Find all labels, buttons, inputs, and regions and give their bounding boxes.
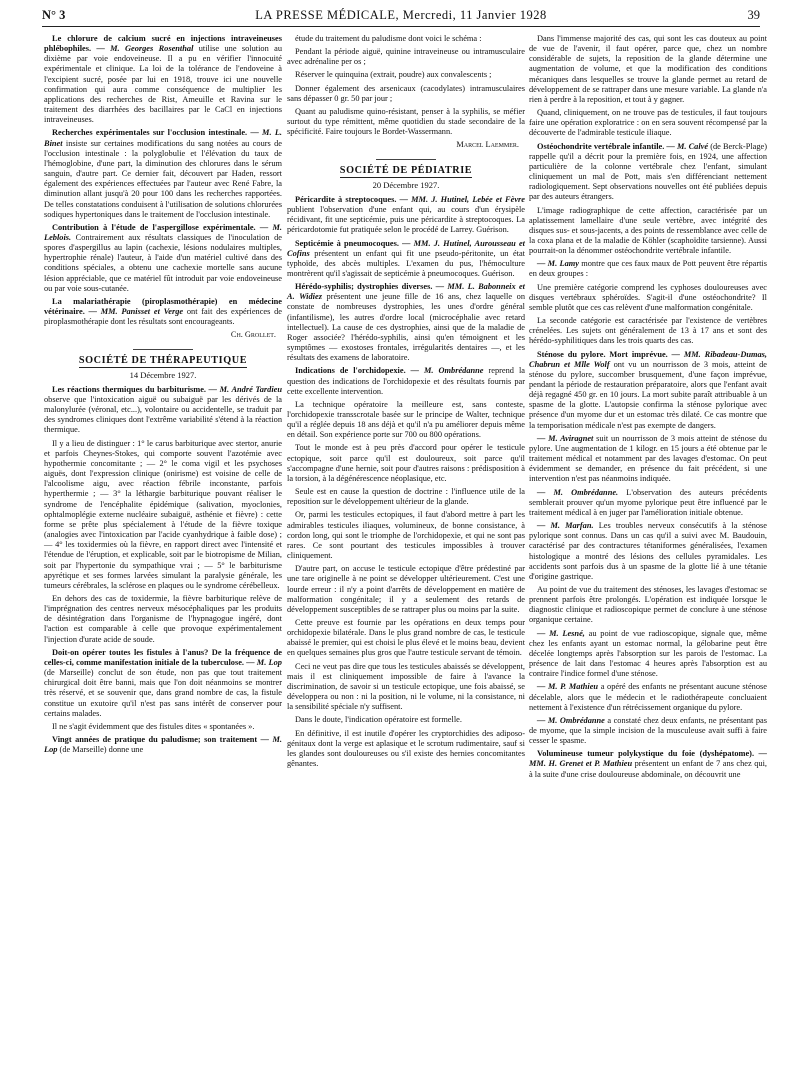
abstract-pericardite: Péricardite à streptocoques. — MM. J. Hutinel, Lebée et Fèvre publient l'observation d'une enfant qui, au cours d'un érysipèle récidivant, fit une septicémie, puis une péricardite à streptocoques. La péricardotomie fut pratiquée selon le procédé de Larrey. Guérison. [287,194,525,235]
paragraph: Il ne s'agit évidemment que des fistules dites « spontanées ». [52,721,255,731]
section-heading-therapeutique: SOCIÉTÉ DE THÉRAPEUTIQUE [78,354,248,366]
abstract-fistules: Doit-on opérer toutes les fistules à l'anus? De la fréquence de celles-ci, comme manifestation initiale de la tuberculose. — M. Lop (de Marseille) conclut de son étude, non pas que tout traitement chirurgical doit être banni, mais que l'on doit néanmoins se montrer très réservé, et se souvenir que, dans grand nombre de cas, la fistule constitue un exutoire qu'il n'est pas sans intérêt de conserver pour certains malades. [44,647,282,718]
comment-lamy: — M. Lamy montre que ces faux maux de Pott peuvent être répartis en deux groupes : [529,259,767,279]
paragraph: Quand, cliniquement, on ne trouve pas de testicules, il faut toujours faire une opération exploratrice : on en sera souvent récompensé par la découverte de l'admirable testicule iliaque. [529,108,767,138]
issue-number: N° 3 [42,8,66,22]
abstract-malariatherapie: La malariathérapie (piroplasmothérapie) en médecine vétérinaire. — MM. Panisset et Verge ont fait des expériences de piroplasmothérapie dont les résultats sont encourageants. [44,296,282,327]
comment-lesne: — M. Lesné, au point de vue radioscopique, signale que, même chez les enfants ayant un estomac normal, la gélobarine peut être décelée longtemps après l'absorption sur les parois de l'estomac. La présence de lait dans l'estomac 4 heures après l'absorption est au contraire l'indice formel d'une sténose. [529,628,768,679]
page-header [42,6,760,27]
paragraph: étude du traitement du paludisme dont voici le schéma : [295,34,482,43]
paragraph: Réserver le quinquina (extrait, poudre) aux convalescents ; [295,70,492,80]
paragraph: La seconde catégorie est caractérisée par l'existence de vertèbres crénelées. Les sujets ont généralement de 13 à 17 ans et sont des hérédo-syphilitiques dans les trois quarts des cas. [529,316,767,346]
divider [376,159,436,160]
paragraph: La technique opératoire la meilleure est, sans conteste, l'orchidopexie transscrotale basée sur le principe de Walter, technique qu'il a réglée depuis 18 ans déjà et qu'il n'a pu améliorer depuis même en détail. Son expérience porte sur 700 ou 800 opérations. [287,399,525,440]
abstract-occlusion: Recherches expérimentales sur l'occlusion intestinale. — M. L. Binet insiste sur certaines modifications du sang notées au cours de l'occlusion intestinale : la polyglobulie et l'élévation du taux de l'hémoglobine, d'une part, la diminution des chlorures dans le sérum sanguin, d'autre part. Ce dernier fait, découvert par Haden, ressort également des expériences effectuées par l'auteur avec René Fabre, la diminution allant jusqu'à 20 pour 100 dans les recherches rapportées. De telles constatations conduisent à l'utilisation de solutions chlorurées sodiques hypertoniques dans le traitement de l'occlusion intestinale. [44,128,283,219]
paragraph: Au point de vue du traitement des sténoses, les lavages d'estomac se prennent parfois être prolongés. L'opération est indiquée lorsque le diagnostic clinique et radioscopique permet de conclure à une sténose organique certaine. [529,584,767,625]
paragraph: Il y a lieu de distinguer : 1° le carus barbiturique avec stertor, anurie et parfois Cheynes-Stokes, qui comporte souvent l'azotémie avec hypothermie concomitante ; — 2° le coma vigil et les psychoses aiguës, dont l'expression clinique (onirisme) est voisine de celle de l'alcoolisme aigu, avec réaction fébrile inconstante, parfois hyperthermie ; — 3° la léthargie barbiturique pouvant réaliser le syndrome de l'encéphalite épidémique (salivation, myoclonies, ophtalmoplégie externe nucléaire subaiguë, asthénie et fièvre) : cette forme se prête plus spécialement à l'étude de la fièvre toxique (analogies avec l'intoxication par l'acide cyanhydrique à faible dose) ; — 4° les toxidermies où la fièvre, en rapport direct avec l'intensité et l'étendue de l'éruption, et explicable, soit par le biotropisme de Milian, soit par l'hypertonie du sympathique vrai ; — 5° le barbiturisme apyrétique et ses formes larvées simulant la paralysie générale, les tumeurs cérébrales, la sclérose en plaques ou le syndrome cérébelleux. [44,438,282,590]
abstract-stenose-pylore: Sténose du pylore. Mort imprévue. — MM. Ribadeau-Dumas, Chabrun et Mlle Wolf ont vu un nourrisson de 3 mois, atteint de sténose du pylore, succomber brusquement, d'une façon imprévue, pendant la période de restauration préparatoire, alors que l'enfant avait déjà regagné 450 gr. en 10 jours. La mort subite paraît attribuable à un spasme de la glotte. L'autopsie confirma la sténose pylorique avec présence d'un myome dur et un estomac très dilaté. Ce cas montre que la temporisation médicale n'est pas exempte de dangers. [529,349,767,430]
paragraph: Seule est en cause la question de doctrine : l'influence utile de la reposition sur le développement ultérieur de la glande. [287,487,525,507]
journal-title: LA PRESSE MÉDICALE, Mercredi, 11 Janvier 1928 [255,8,547,22]
paragraph: Cette preuve est fournie par les opérations en deux temps pour orchidopexie bilatérale. Dans le plus grand nombre de cas, le testicule abaissé le premier, qui est choisi le plus élevé et le moins beau, devient en quelques semaines plus gros que l'autre testicule servant de témoin. [287,617,525,658]
abstract-heredo-syphilis: Hérédo-syphilis; dystrophies diverses. — MM. L. Babonneix et A. Widiez présentent une jeune fille de 16 ans, chez laquelle on constate de nombreuses dystrophies, les unes d'ordre général (infantilisme), les autres d'ordre local (microcéphalie avec retard intellectuel). La cause de ces dystrophies, ainsi que de la maladie de Roger associée? l'hérédo-syphilis, ainsi qu'en témoignent et les symptômes — exostoses frontales, irrégularités dentaires —, et les résultats des examens de laboratoire. [287,282,525,363]
signature-grollet: Ch. Grollet. [230,330,276,340]
section-heading-pediatrie: SOCIÉTÉ DE PÉDIATRIE [339,164,473,176]
section-date: 20 Décembre 1927. [372,179,440,190]
page-number: 39 [747,8,760,22]
paragraph: Tout le monde est à peu près d'accord pour opérer le testicule ectopique, soit parce qu'il est douloureux, soit parce qu'il s'accompagne d'une hernie, soit pour d'autres raisons : prédisposition à la torsion, à la dégénérescence néoplasique, etc. [287,443,525,483]
abstract-septicemie: Septicémie à pneumocoques. — MM. J. Hutinel, Aurousseau et Cofins présentent un enfant qui fit une pseudo-péritonite, un état typhoïde, des abcès multiples. L'examen du pus, l'hémoculture montrèrent qu'il s'agissait de septicémie à pneumocoques. Guérison. [287,238,525,278]
comment-aviragnet: — M. Aviragnet suit un nourrisson de 3 mois atteint de sténose du pylore. Une augmentation de 1 kilogr. en 15 jours a été obtenue par le traitement médical et notamment par des lavages d'estomac. On peut évidemment se demander, en présence du fait précédent, si une intervention n'est pas néanmoins indiquée. [529,433,767,484]
paragraph: Dans l'immense majorité des cas, qui sont les cas douteux au point de vue de l'avenir, il faut opérer, parce que, chez un nombre considérable de sujets, la reposition de la glande détermine une augmentation de volume, et que la modification des conditions mécaniques dans lesquelles se trouve la glande permet au retard de développement de se rattraper dans une mesure variable. La glande n'a rien à perdre à la reposition, et tout à y gagner. [529,34,767,104]
abstract-osteochondrite: Ostéochondrite vertébrale infantile. — M. Calvé (de Berck-Plage) rappelle qu'il a décrit pour la première fois, en 1924, une affection particulière de la colonne vertébrale chez l'enfant, simulant cliniquement un mal de Pott, mais s'en différenciant nettement radiologiquement. Sept observations nouvelles ont été publiées depuis par des auteurs étrangers. [529,141,768,202]
paragraph: Une première catégorie comprend les cyphoses douloureuses avec disques vertébraux sphéroïdes. S'agit-il d'une ostéochondrite? Il semble plutôt que ces cas relèvent d'une malformation congénitale. [529,282,767,312]
paragraph: D'autre part, on accuse le testicule ectopique d'être prédestiné par une tare originelle à ne point se développer ultérieurement. C'est une lourde erreur : il n'y a point d'arrêts de développement en matière de malformation congénitale; il y a seulement des retards de développement susceptibles de se rattraper plus ou moins par la suite. [287,564,525,614]
section-date: 14 Décembre 1927. [129,369,197,380]
paragraph: Donner également des arsenicaux (cacodylates) intramusculaires sans dépasser 0 gr. 50 par jour ; [287,83,525,103]
paragraph: Or, parmi les testicules ectopiques, il faut d'abord mettre à part les admirables testicules iliaques, volumineux, de bonne consistance, à cordon long, qui sont le triomphe de l'orchidopexie, et qui ne sont pas rares. Ce sont pourtant des testicules impossibles à trouver cliniquement. [287,510,525,561]
column-3 [529,34,767,783]
paragraph: Dans le doute, l'indication opératoire est formelle. [295,715,462,725]
abstract-paludisme: Vingt années de pratique du paludisme; son traitement — M. Lop (de Marseille) donne une [44,735,282,755]
paragraph: En dehors des cas de toxidermie, la fièvre barbiturique relève de l'imprégnation des centres nerveux mésocéphaliques par les produits de désintégration dans l'organisme de l'hypnagogue ingéré, dont l'action est comparable à celle que provoque expérimentalement l'injection d'urate acide de soude. [44,593,282,644]
abstract-orchidopexie: Indications de l'orchidopexie. — M. Ombrédanne reprend la question des indications de l'orchidopexie et des résultats fournis par cette excellente intervention. [287,366,525,396]
paragraph: En définitive, il est inutile d'opérer les cryptorchidies des adiposo-génitaux dont la verge est aplasique et le scrotum rudimentaire, sauf si les glandes sont douloureuses ou s'il existe des hernies concomitantes gênantes. [287,728,525,768]
divider [133,349,193,350]
abstract-aspergillose: Contribution à l'étude de l'aspergillose expérimentale. — M. Leblois. Contrairement aux résultats classiques de l'inoculation de spores d'aspergillus au lapin (cachexie, lésions nodulaires multiples, hypertrophie rénale) l'auteur, à l'aide d'un matériel cultivé dans des conditions spéciales, a obtenu une cachexie mortelle sans aucune lésion appréciable, que ce matériel fût introduit par voie endoveineuse ou par voie sous-cutanée. [44,222,282,293]
comment-mathieu: — M. P. Mathieu a opéré des enfants ne présentant aucune sténose décelable, alors que le médecin et le radiothérapeute concluaient nettement à l'existence d'un rétrécissement organique du pylore. [529,682,767,712]
comment-ombredanne: — M. Ombrédanne. L'observation des auteurs précédents semblerait prouver qu'un myome pylorique peut être influencé par le traitement médical à en juger par l'amélioration initiale obtenue. [529,487,767,517]
comment-marfan: — M. Marfan. Les troubles nerveux consécutifs à la sténose pylorique sont connus. Dans un cas qu'il a suivi avec M. Baudouin, caractérisé par des contractures tétaniformes généralisées, l'examen histologique a montré des lésions des cellules pyramidales. Les accidents sont parfois dus à un spasme de la glotte lié à une tétanie d'origine gastrique. [529,521,767,581]
abstract-barbiturisme: Les réactions thermiques du barbiturisme. — M. André Tardieu observe que l'intoxication aiguë ou subaiguë par les dérivés de la malonylurée (véronal, etc...), volontaire ou accidentelle, se traduit par des syndromes cliniques dont l'extrême variabilité s'étend à la réaction thermique. [44,384,282,435]
paragraph: L'image radiographique de cette affection, caractérisée par un aplatissement lamellaire d'une seule vertèbre, avec intégrité des disques sus- et sous-jacents, a des points de ressemblance avec celle de la coxa plana et de la maladie de Köhler (scaphoïdite tarsienne). Aussi pourrait-on la dénommer ostéochondrite vertébrale infantile. [529,205,767,256]
paragraph: Pendant la période aiguë, quinine intraveineuse ou intramusculaire avec adrénaline per os ; [287,47,525,67]
comment-ombredanne-2: — M. Ombrédanne a constaté chez deux enfants, ne présentant pas de myome, que la simple incision de la musculeuse avait suffi à faire cesser le spasme. [529,715,767,746]
column-1 [44,34,282,758]
paragraph: Quant au paludisme quino-résistant, penser à la syphilis, se méfier surtout du type rémittent, même quotidien du stade secondaire de la spécificité. Faire toujours le Bordet-Wassermann. [287,106,525,137]
abstract-calcium: Le chlorure de calcium sucré en injections intraveineuses phlébophiles. — M. Georges Rosenthal utilise une solution au dixième par voie endoveineuse. Il a pu en vérifier l'innocuité expérimentale et clinique. La loi de la tolérance de l'endoveine à l'excipient sucré, posée par lui en 1918, trouve ici une nouvelle confirmation qui aura comme conséquence de multiplier les applications des recherches de Rist, Ameuille et Ravina sur le traitement des diarrhées des bacillaires par le CaCl en injections intraveineuses. [44,34,282,125]
column-2 [287,34,525,772]
abstract-tumeur-foie: Volumineuse tumeur polykystique du foie (dyshépatome). — MM. H. Grenet et P. Mathieu présentent un enfant de 7 ans chez qui, à la suite d'une crise douloureuse abdominale, on découvrit une [529,749,767,779]
paragraph: Ceci ne veut pas dire que tous les testicules abaissés se développent, mais il est cliniquement impossible de faire à l'avance la discrimination, de savoir si un testicule ectopique, une fois abaissé, se développera ou non : ni la position, ni le volume, ni la consistance, ni la sensibilité spéciale n'y suffisent. [287,661,525,712]
signature-laemmer: Marcel Laemmer. [456,140,519,150]
